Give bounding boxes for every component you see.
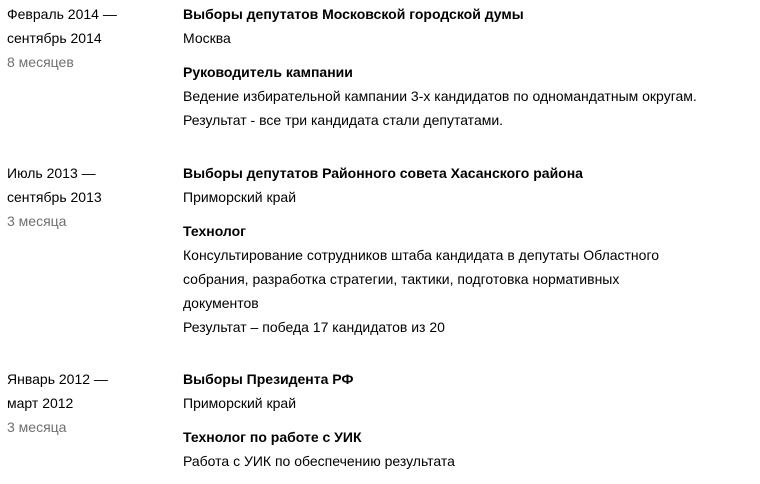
experience-period bbox=[7, 2, 177, 74]
experience-details bbox=[183, 161, 753, 339]
period-duration: 3 месяца bbox=[7, 419, 67, 435]
position-description bbox=[183, 243, 753, 339]
description-line: Ведение избирательной кампании 3-х кандидатов по одномандатным округам. bbox=[183, 88, 697, 104]
organization-region: Приморский край bbox=[183, 189, 297, 205]
period-end: сентябрь 2013 bbox=[7, 189, 102, 205]
description-line: Работа с УИК по обеспечению результата bbox=[183, 453, 455, 469]
description-line: собрания, разработка стратегии, тактики, подготовка нормативных bbox=[183, 271, 620, 287]
organization-region: Москва bbox=[183, 30, 231, 46]
organization-name: Выборы депутатов Районного совета Хасанского района bbox=[183, 165, 583, 181]
organization-region: Приморский край bbox=[183, 395, 297, 411]
period-start: Февраль 2014 — bbox=[7, 6, 117, 22]
description-line: Результат - все три кандидата стали депутатами. bbox=[183, 112, 504, 128]
experience-details bbox=[183, 2, 753, 132]
position-title: Руководитель кампании bbox=[183, 64, 353, 80]
position-description bbox=[183, 449, 753, 473]
position-title: Технолог по работе с УИК bbox=[183, 429, 362, 445]
organization-name: Выборы Президента РФ bbox=[183, 371, 354, 387]
position-title: Технолог bbox=[183, 223, 246, 239]
period-end: март 2012 bbox=[7, 395, 74, 411]
experience-period bbox=[7, 367, 177, 439]
period-duration: 3 месяца bbox=[7, 213, 67, 229]
description-line: Консультирование сотрудников штаба кандидата в депутаты Областного bbox=[183, 247, 660, 263]
period-duration: 8 месяцев bbox=[7, 54, 74, 70]
organization-name: Выборы депутатов Московской городской думы bbox=[183, 6, 524, 22]
description-line: документов bbox=[183, 295, 259, 311]
period-start: Июль 2013 — bbox=[7, 165, 96, 181]
description-line: Результат – победа 17 кандидатов из 20 bbox=[183, 319, 445, 335]
period-start: Январь 2012 — bbox=[7, 371, 108, 387]
experience-period bbox=[7, 161, 177, 233]
position-description bbox=[183, 84, 753, 132]
period-end: сентябрь 2014 bbox=[7, 30, 102, 46]
experience-details bbox=[183, 367, 753, 473]
